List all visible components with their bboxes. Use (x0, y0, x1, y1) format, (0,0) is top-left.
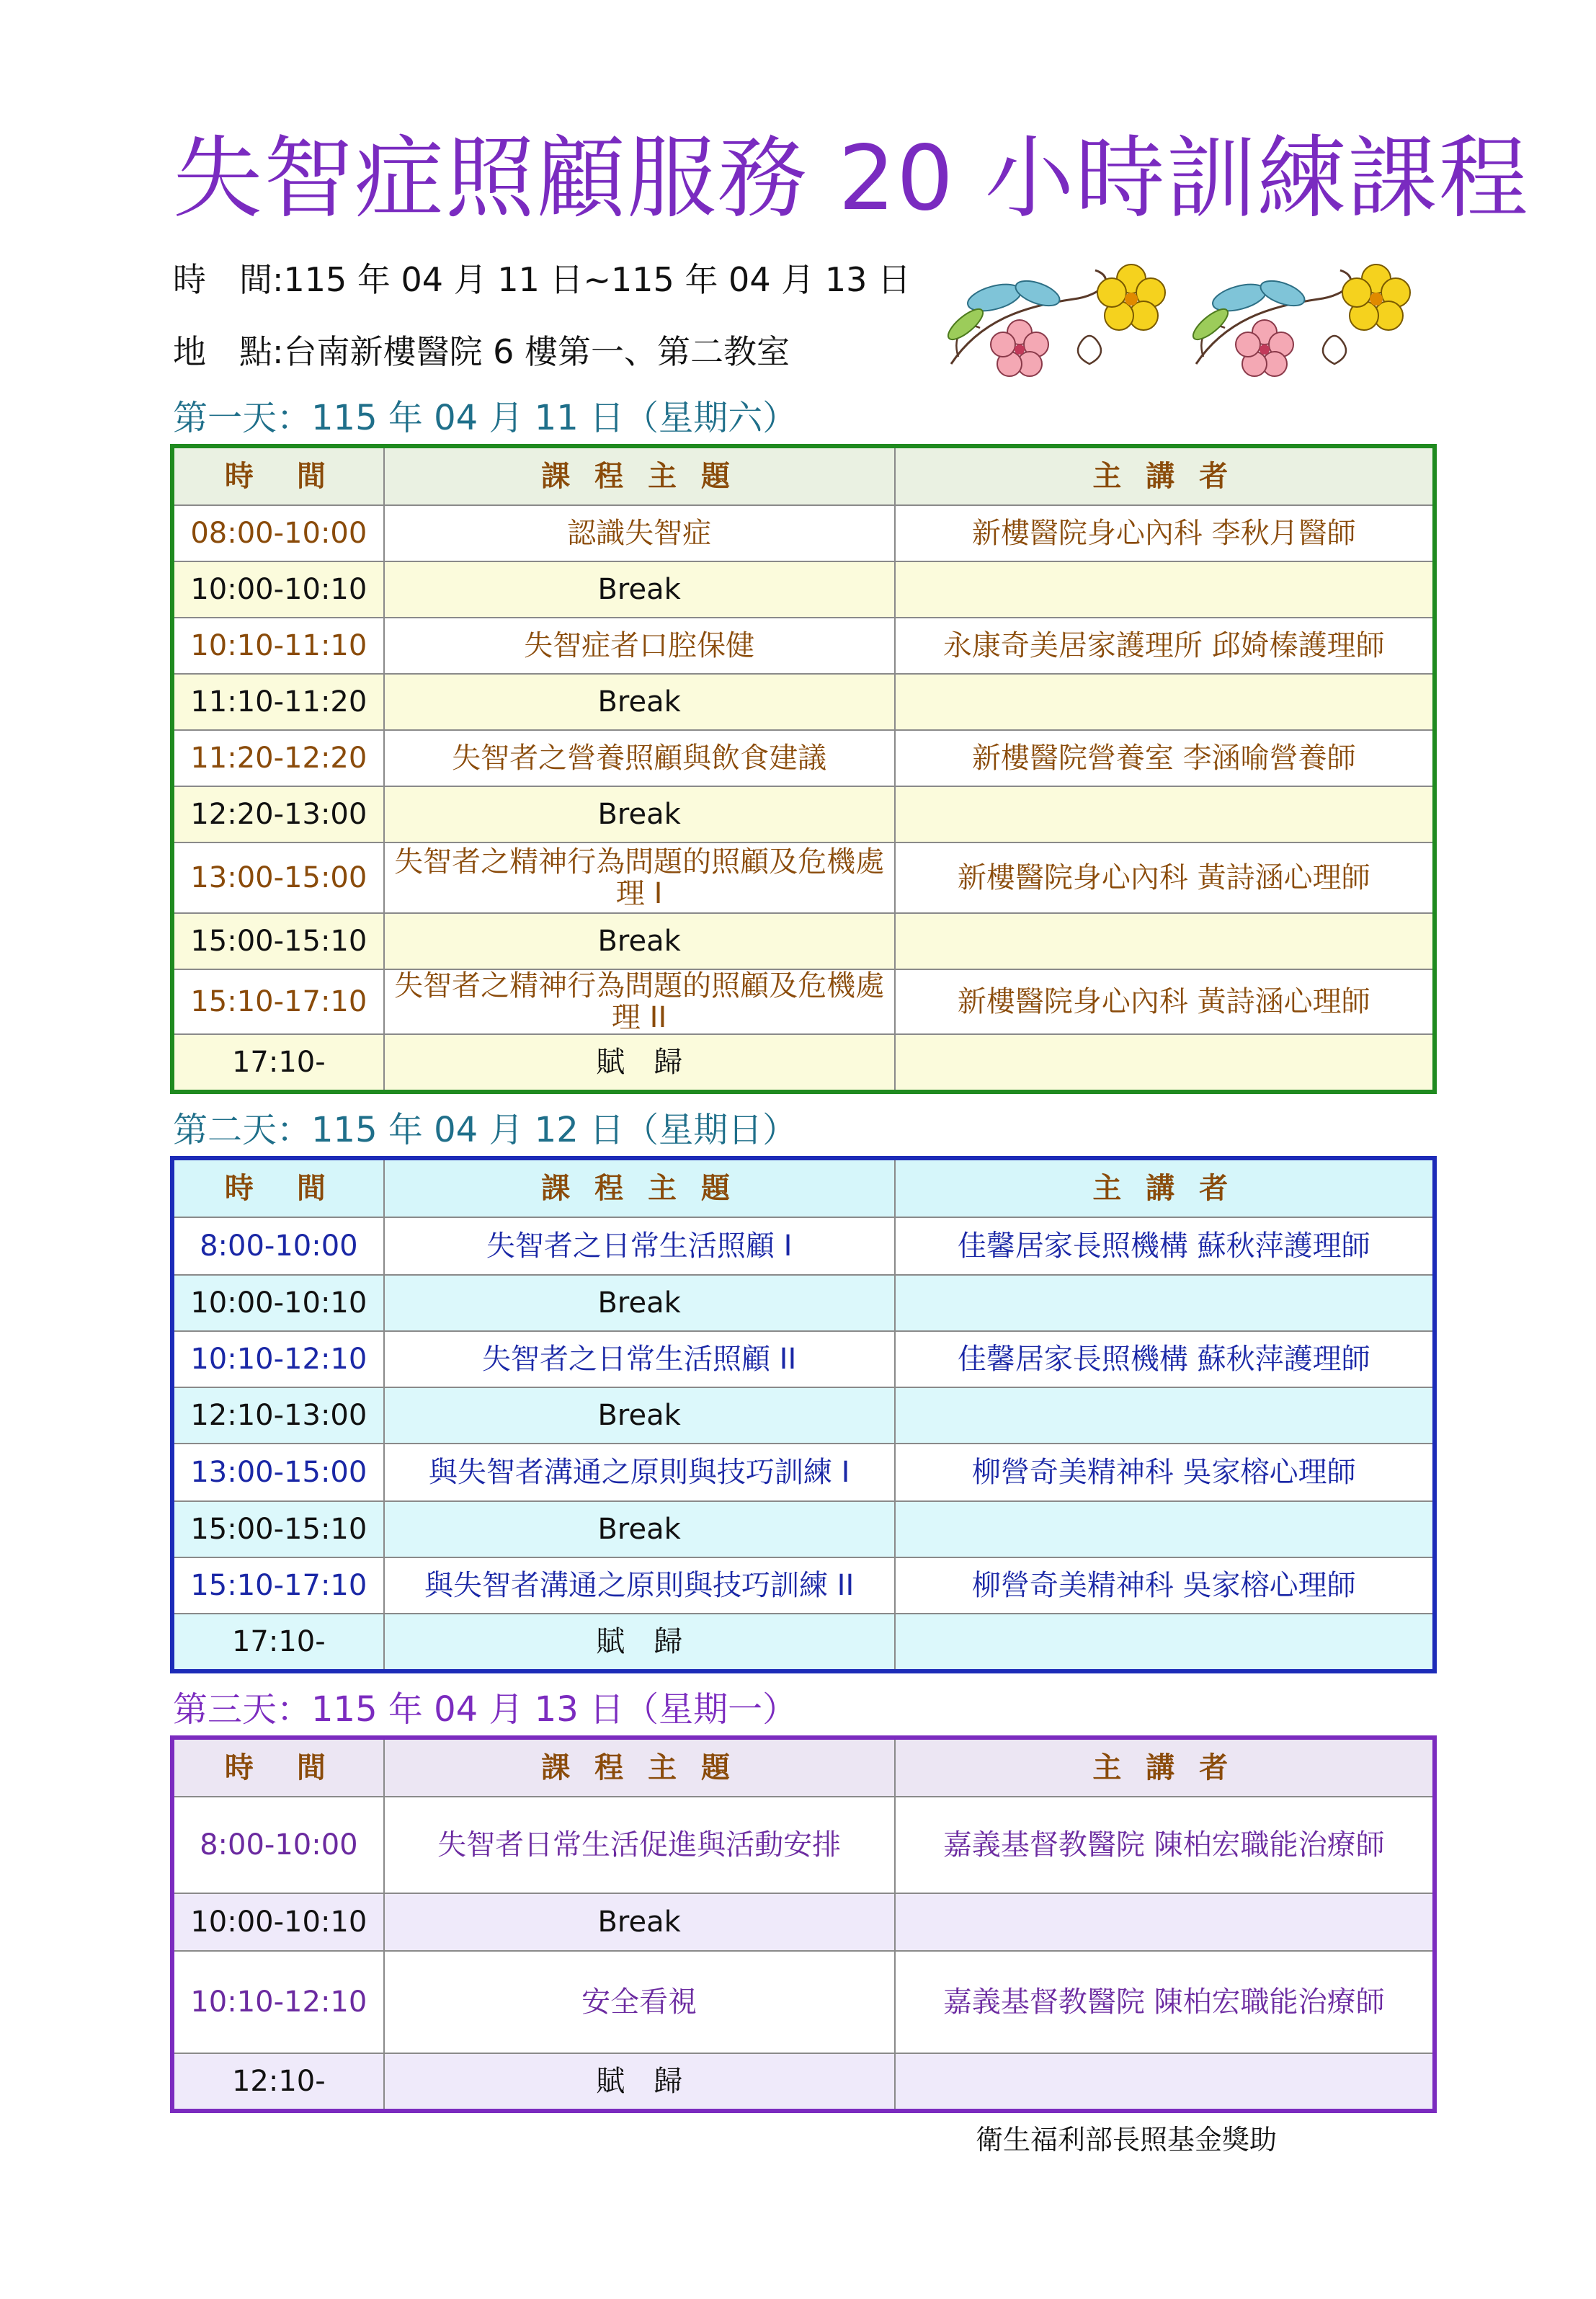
day-3-schedule-table (170, 1735, 1437, 2113)
table-row (172, 618, 1435, 674)
day-1-heading: 第一天：115 年 04 月 11 日（星期六） (173, 398, 798, 438)
row-speaker: 柳營奇美精神科 吳家榕心理師 (895, 1557, 1435, 1614)
row-speaker (895, 913, 1435, 969)
row-speaker: 嘉義基督教醫院 陳柏宏職能治療師 (895, 1951, 1435, 2053)
row-topic: 失智者之精神行為問題的照顧及危機處理 II (384, 969, 895, 1034)
row-topic: Break (384, 1893, 895, 1951)
row-speaker: 佳馨居家長照機構 蘇秋萍護理師 (895, 1331, 1435, 1387)
day-1-schedule-table (170, 444, 1437, 1094)
table-row (172, 913, 1435, 969)
table-row (172, 1557, 1435, 1614)
row-speaker (895, 786, 1435, 842)
header-topic: 課 程 主 題 (384, 1738, 895, 1797)
row-speaker: 新樓醫院營養室 李涵喻營養師 (895, 730, 1435, 786)
row-time: 12:10- (172, 2053, 384, 2111)
row-topic: 賦 歸 (384, 2053, 895, 2111)
row-speaker (895, 1034, 1435, 1092)
table-row (172, 1444, 1435, 1501)
row-time: 12:10-13:00 (172, 1387, 384, 1444)
row-time: 10:00-10:10 (172, 1893, 384, 1951)
row-time: 12:20-13:00 (172, 786, 384, 842)
row-speaker (895, 561, 1435, 618)
row-time: 15:00-15:10 (172, 1501, 384, 1557)
table-row (172, 786, 1435, 842)
row-time: 08:00-10:00 (172, 505, 384, 561)
table-row (172, 1501, 1435, 1557)
row-topic: Break (384, 786, 895, 842)
row-speaker (895, 2053, 1435, 2111)
row-topic: 失智者日常生活促進與活動安排 (384, 1797, 895, 1893)
flower-group-right (1189, 264, 1410, 376)
row-topic: 與失智者溝通之原則與技巧訓練 II (384, 1557, 895, 1614)
row-topic: Break (384, 1387, 895, 1444)
header-topic: 課 程 主 題 (384, 1158, 895, 1217)
row-speaker: 嘉義基督教醫院 陳柏宏職能治療師 (895, 1797, 1435, 1893)
event-time: 時 間:115 年 04 月 11 日~115 年 04 月 13 日 (173, 260, 911, 299)
row-time: 11:20-12:20 (172, 730, 384, 786)
header-time: 時 間 (172, 1158, 384, 1217)
row-speaker: 新樓醫院身心內科 黃詩涵心理師 (895, 969, 1435, 1034)
row-topic: 失智者之精神行為問題的照顧及危機處理 I (384, 842, 895, 913)
funding-credit: 衛生福利部長照基金獎助 (976, 2124, 1278, 2156)
table-row (172, 1275, 1435, 1331)
row-time: 15:10-17:10 (172, 1557, 384, 1614)
header-speaker: 主 講 者 (895, 1738, 1435, 1797)
table-row (172, 969, 1435, 1034)
row-time: 11:10-11:20 (172, 674, 384, 730)
day-3-heading: 第三天：115 年 04 月 13 日（星期一） (173, 1689, 798, 1730)
header-topic: 課 程 主 題 (384, 446, 895, 505)
row-speaker (895, 1501, 1435, 1557)
row-topic: 失智症者口腔保健 (384, 618, 895, 674)
table-row (172, 842, 1435, 913)
header-time: 時 間 (172, 446, 384, 505)
row-speaker: 新樓醫院身心內科 黃詩涵心理師 (895, 842, 1435, 913)
table-row (172, 1797, 1435, 1893)
row-time: 8:00-10:00 (172, 1797, 384, 1893)
row-topic: 與失智者溝通之原則與技巧訓練 I (384, 1444, 895, 1501)
row-topic: 安全看視 (384, 1951, 895, 2053)
page-title: 失智症照顧服務 20 小時訓練課程 (173, 127, 1530, 231)
row-speaker (895, 1387, 1435, 1444)
row-speaker: 佳馨居家長照機構 蘇秋萍護理師 (895, 1217, 1435, 1275)
row-topic: 失智者之日常生活照顧 I (384, 1217, 895, 1275)
row-time: 17:10- (172, 1034, 384, 1092)
row-topic: Break (384, 1275, 895, 1331)
row-speaker: 永康奇美居家護理所 邱婍榛護理師 (895, 618, 1435, 674)
day-2-heading: 第二天：115 年 04 月 12 日（星期日） (173, 1110, 798, 1150)
row-topic: 失智者之營養照顧與飲食建議 (384, 730, 895, 786)
row-time: 13:00-15:00 (172, 1444, 384, 1501)
row-topic: 賦 歸 (384, 1614, 895, 1671)
day-2-schedule-table (170, 1156, 1437, 1673)
row-speaker (895, 1614, 1435, 1671)
row-time: 15:10-17:10 (172, 969, 384, 1034)
table-row (172, 730, 1435, 786)
row-time: 13:00-15:00 (172, 842, 384, 913)
table-row (172, 1217, 1435, 1275)
table-row (172, 1614, 1435, 1671)
row-topic: Break (384, 1501, 895, 1557)
table-header-row (172, 446, 1435, 505)
row-speaker: 柳營奇美精神科 吳家榕心理師 (895, 1444, 1435, 1501)
row-time: 10:10-11:10 (172, 618, 384, 674)
table-row (172, 1331, 1435, 1387)
row-topic: Break (384, 674, 895, 730)
table-row (172, 2053, 1435, 2111)
table-row (172, 1387, 1435, 1444)
row-time: 17:10- (172, 1614, 384, 1671)
row-time: 10:10-12:10 (172, 1331, 384, 1387)
table-row (172, 674, 1435, 730)
row-time: 10:00-10:10 (172, 1275, 384, 1331)
row-time: 15:00-15:10 (172, 913, 384, 969)
flower-decoration-icon (937, 256, 1441, 400)
flower-group-left (944, 264, 1165, 376)
table-row (172, 1951, 1435, 2053)
table-header-row (172, 1158, 1435, 1217)
row-topic: Break (384, 561, 895, 618)
header-speaker: 主 講 者 (895, 446, 1435, 505)
header-time: 時 間 (172, 1738, 384, 1797)
row-topic: 賦 歸 (384, 1034, 895, 1092)
table-header-row (172, 1738, 1435, 1797)
row-speaker (895, 1275, 1435, 1331)
header-speaker: 主 講 者 (895, 1158, 1435, 1217)
row-topic: 認識失智症 (384, 505, 895, 561)
table-row (172, 505, 1435, 561)
row-speaker (895, 1893, 1435, 1951)
row-time: 8:00-10:00 (172, 1217, 384, 1275)
table-row (172, 561, 1435, 618)
table-row (172, 1893, 1435, 1951)
row-speaker: 新樓醫院身心內科 李秋月醫師 (895, 505, 1435, 561)
event-place: 地 點:台南新樓醫院 6 樓第一、第二教室 (173, 332, 790, 371)
row-time: 10:00-10:10 (172, 561, 384, 618)
row-topic: Break (384, 913, 895, 969)
table-row (172, 1034, 1435, 1092)
row-topic: 失智者之日常生活照顧 II (384, 1331, 895, 1387)
row-time: 10:10-12:10 (172, 1951, 384, 2053)
row-speaker (895, 674, 1435, 730)
